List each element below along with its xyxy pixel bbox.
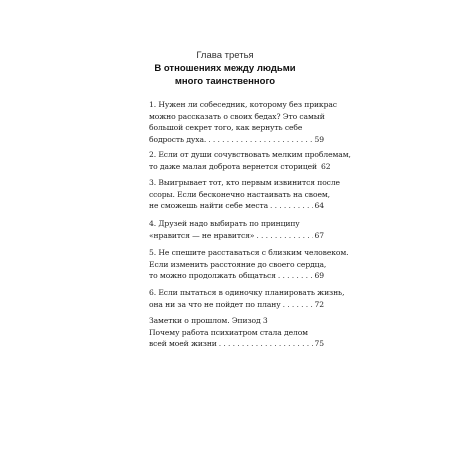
toc-entry-2[interactable] [149, 149, 351, 172]
leader-dots [283, 299, 313, 311]
chapter-title-line-1: В отношениях между людьми [154, 63, 296, 74]
toc-line: 3. Выигрывает тот, кто первым извинится после [149, 178, 340, 187]
toc-entry-7[interactable] [149, 315, 324, 350]
toc-entry-4[interactable] [149, 218, 324, 241]
toc-line-last: всей моей жизни . . . 75 [149, 338, 324, 350]
toc-line: Заметки о прошлом. Эпизод 3 [149, 316, 268, 325]
toc-entry-6[interactable] [149, 287, 345, 310]
page-number: 72 [314, 299, 324, 309]
page-number: 67 [314, 230, 324, 240]
toc-line: Если изменить расстояние до своего сердца, [149, 259, 327, 269]
toc-entry-1[interactable] [149, 99, 337, 145]
toc-line: Почему работа психиатром стала делом [149, 327, 308, 337]
toc-entry-5[interactable] [149, 247, 349, 282]
page-number: 69 [314, 271, 324, 280]
toc-line: ссоры. Если бесконечно настаивать на своем, [149, 189, 330, 199]
toc-line: можно рассказать о своих бедах? Это самый [149, 111, 325, 121]
toc-line: 1. Нужен ли собеседник, которому без прикрас [149, 100, 337, 109]
toc-entry-3[interactable] [149, 177, 340, 212]
toc-line: большой секрет того, как вернуть себе [149, 123, 303, 132]
leader-dots [208, 134, 312, 146]
chapter-title-line-2: много таинственного [174, 76, 276, 87]
toc-line: 4. Друзей надо выбирать по принципу [149, 219, 300, 228]
toc-line: 6. Если пытаться в одиночку планировать жизнь, [149, 288, 345, 297]
leader-dots [256, 230, 312, 242]
leader-dots [270, 200, 313, 212]
leader-dots [219, 338, 313, 350]
page-number: 75 [314, 339, 324, 348]
page-number: 62 [321, 161, 331, 171]
toc-line-last: бодрость духа. . . . 59 [149, 134, 324, 146]
toc-line-last: то можно продолжать общаться . . . 69 [149, 270, 324, 282]
toc-line-last: «нравится — не нравится» . . . 67 [149, 230, 324, 242]
page-number: 59 [314, 134, 324, 144]
toc-line: 2. Если от души сочувствовать мелким проблемам, [149, 150, 351, 159]
leader-dots [278, 270, 313, 282]
toc-line-last: она ни за что не пойдет по плану . . . 72 [149, 299, 324, 311]
chapter-label: Глава третья [196, 50, 254, 61]
toc-line-last: не сможешь найти себе места . . . 64 [149, 200, 324, 212]
toc-line-last: то даже малая доброта вернется сторицей 62 [149, 161, 331, 171]
page-number: 64 [314, 201, 324, 210]
chapter-title [0, 62, 450, 88]
toc-line: 5. Не спешите расставаться с близким человеком. [149, 248, 349, 257]
